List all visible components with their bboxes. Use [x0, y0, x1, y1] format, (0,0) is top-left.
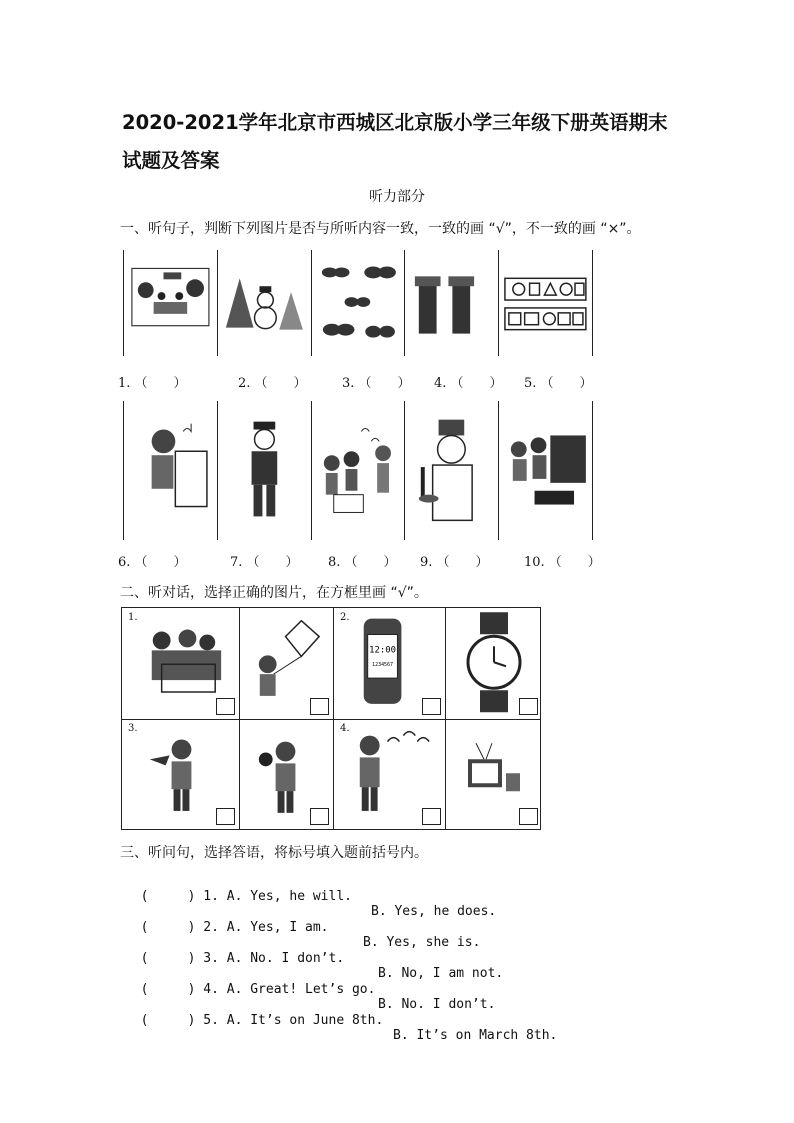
- boy-holding-ball-icon: [240, 719, 334, 830]
- section2-row-1: [122, 608, 540, 720]
- picnic-scene-icon: [124, 250, 218, 356]
- listening-header: 听力部分: [369, 189, 425, 205]
- shapes-icon: [499, 250, 592, 356]
- answer-blank-9[interactable]: 9. （ ）: [420, 555, 489, 570]
- section2-instruction: 二、听对话，选择正确的图片，在方框里画 “√”。: [120, 585, 428, 601]
- answer-checkbox[interactable]: [422, 698, 441, 715]
- answer-checkbox[interactable]: [519, 808, 538, 825]
- answer-checkbox[interactable]: [422, 808, 441, 825]
- analog-watch-icon: [446, 608, 542, 719]
- question-1-prefix-option-a: ( ) 1. A. Yes, he will.: [140, 889, 352, 904]
- answer-blank-4[interactable]: 4. （ ）: [434, 376, 503, 391]
- police-officer-icon: [218, 401, 312, 540]
- answer-blank-6[interactable]: 6. （ ）: [118, 555, 187, 570]
- answer-blank-3[interactable]: 3. （ ）: [342, 376, 411, 391]
- answer-blank-7[interactable]: 7. （ ）: [230, 555, 299, 570]
- section2-picture-grid: [121, 607, 541, 830]
- section2-row-2: [122, 719, 540, 830]
- butterflies-icon: [312, 250, 406, 356]
- answer-blank-8[interactable]: 8. （ ）: [328, 555, 397, 570]
- answer-checkbox[interactable]: [216, 808, 235, 825]
- question-3-prefix-option-a: ( ) 3. A. No. I don’t.: [140, 951, 345, 966]
- children-dancing-singing-icon: [312, 401, 406, 540]
- watch-time-text: 12:00: [369, 645, 396, 656]
- girl-singing-icon: [334, 719, 446, 830]
- item-number: 3.: [128, 722, 138, 734]
- question-3-option-b: B. No, I am not.: [378, 966, 504, 981]
- family-photo-icon: [122, 608, 240, 719]
- question-5-option-b: B. It’s on March 8th.: [393, 1028, 558, 1043]
- chef-icon: [405, 401, 499, 540]
- question-2-prefix-option-a: ( ) 2. A. Yes, I am.: [140, 920, 329, 935]
- answer-checkbox[interactable]: [310, 698, 329, 715]
- girl-playing-piano-icon: [124, 401, 218, 540]
- answer-blank-2[interactable]: 2. （ ）: [238, 376, 307, 391]
- girl-flying-kite-icon: [240, 608, 334, 719]
- answer-checkbox[interactable]: [310, 808, 329, 825]
- answer-blank-5[interactable]: 5. （ ）: [524, 376, 593, 391]
- children-watching-tv-icon: [499, 401, 592, 540]
- question-5-prefix-option-a: ( ) 5. A. It’s on June 8th.: [140, 1013, 384, 1028]
- question-4-option-b: B. No. I don’t.: [378, 997, 496, 1012]
- item-number: 2.: [340, 612, 350, 623]
- answer-blank-1[interactable]: 1. （ ）: [118, 376, 187, 391]
- boy-holding-plane-icon: [122, 719, 240, 830]
- question-4-prefix-option-a: ( ) 4. A. Great! Let’s go.: [140, 982, 376, 997]
- snowman-christmas-trees-icon: [218, 250, 312, 356]
- item-number: 1.: [128, 612, 138, 623]
- section3-instruction: 三、听问句，选择答语，将标号填入题前括号内。: [120, 845, 428, 861]
- question-1-option-b: B. Yes, he does.: [371, 904, 497, 919]
- page-title: 2020-2021学年北京市西城区北京版小学三年级下册英语期末试题及答案: [122, 111, 668, 172]
- section1-picture-strip-2: [123, 401, 593, 540]
- tv-icon: [446, 719, 542, 830]
- section1-picture-strip-1: [123, 250, 593, 356]
- watch-digits-text: 1234567: [372, 662, 393, 669]
- section1-instruction: 一、听句子，判断下列图片是否与所听内容一致，一致的画 “√”，不一致的画 “×”。: [120, 221, 641, 237]
- answer-checkbox[interactable]: [216, 698, 235, 715]
- answer-blank-10[interactable]: 10. （ ）: [524, 555, 601, 570]
- question-2-option-b: B. Yes, she is.: [363, 935, 481, 950]
- answer-checkbox[interactable]: [519, 698, 538, 715]
- chocolate-bars-icon: [405, 250, 499, 356]
- item-number: 4.: [340, 722, 350, 734]
- digital-watch-icon: [334, 608, 446, 719]
